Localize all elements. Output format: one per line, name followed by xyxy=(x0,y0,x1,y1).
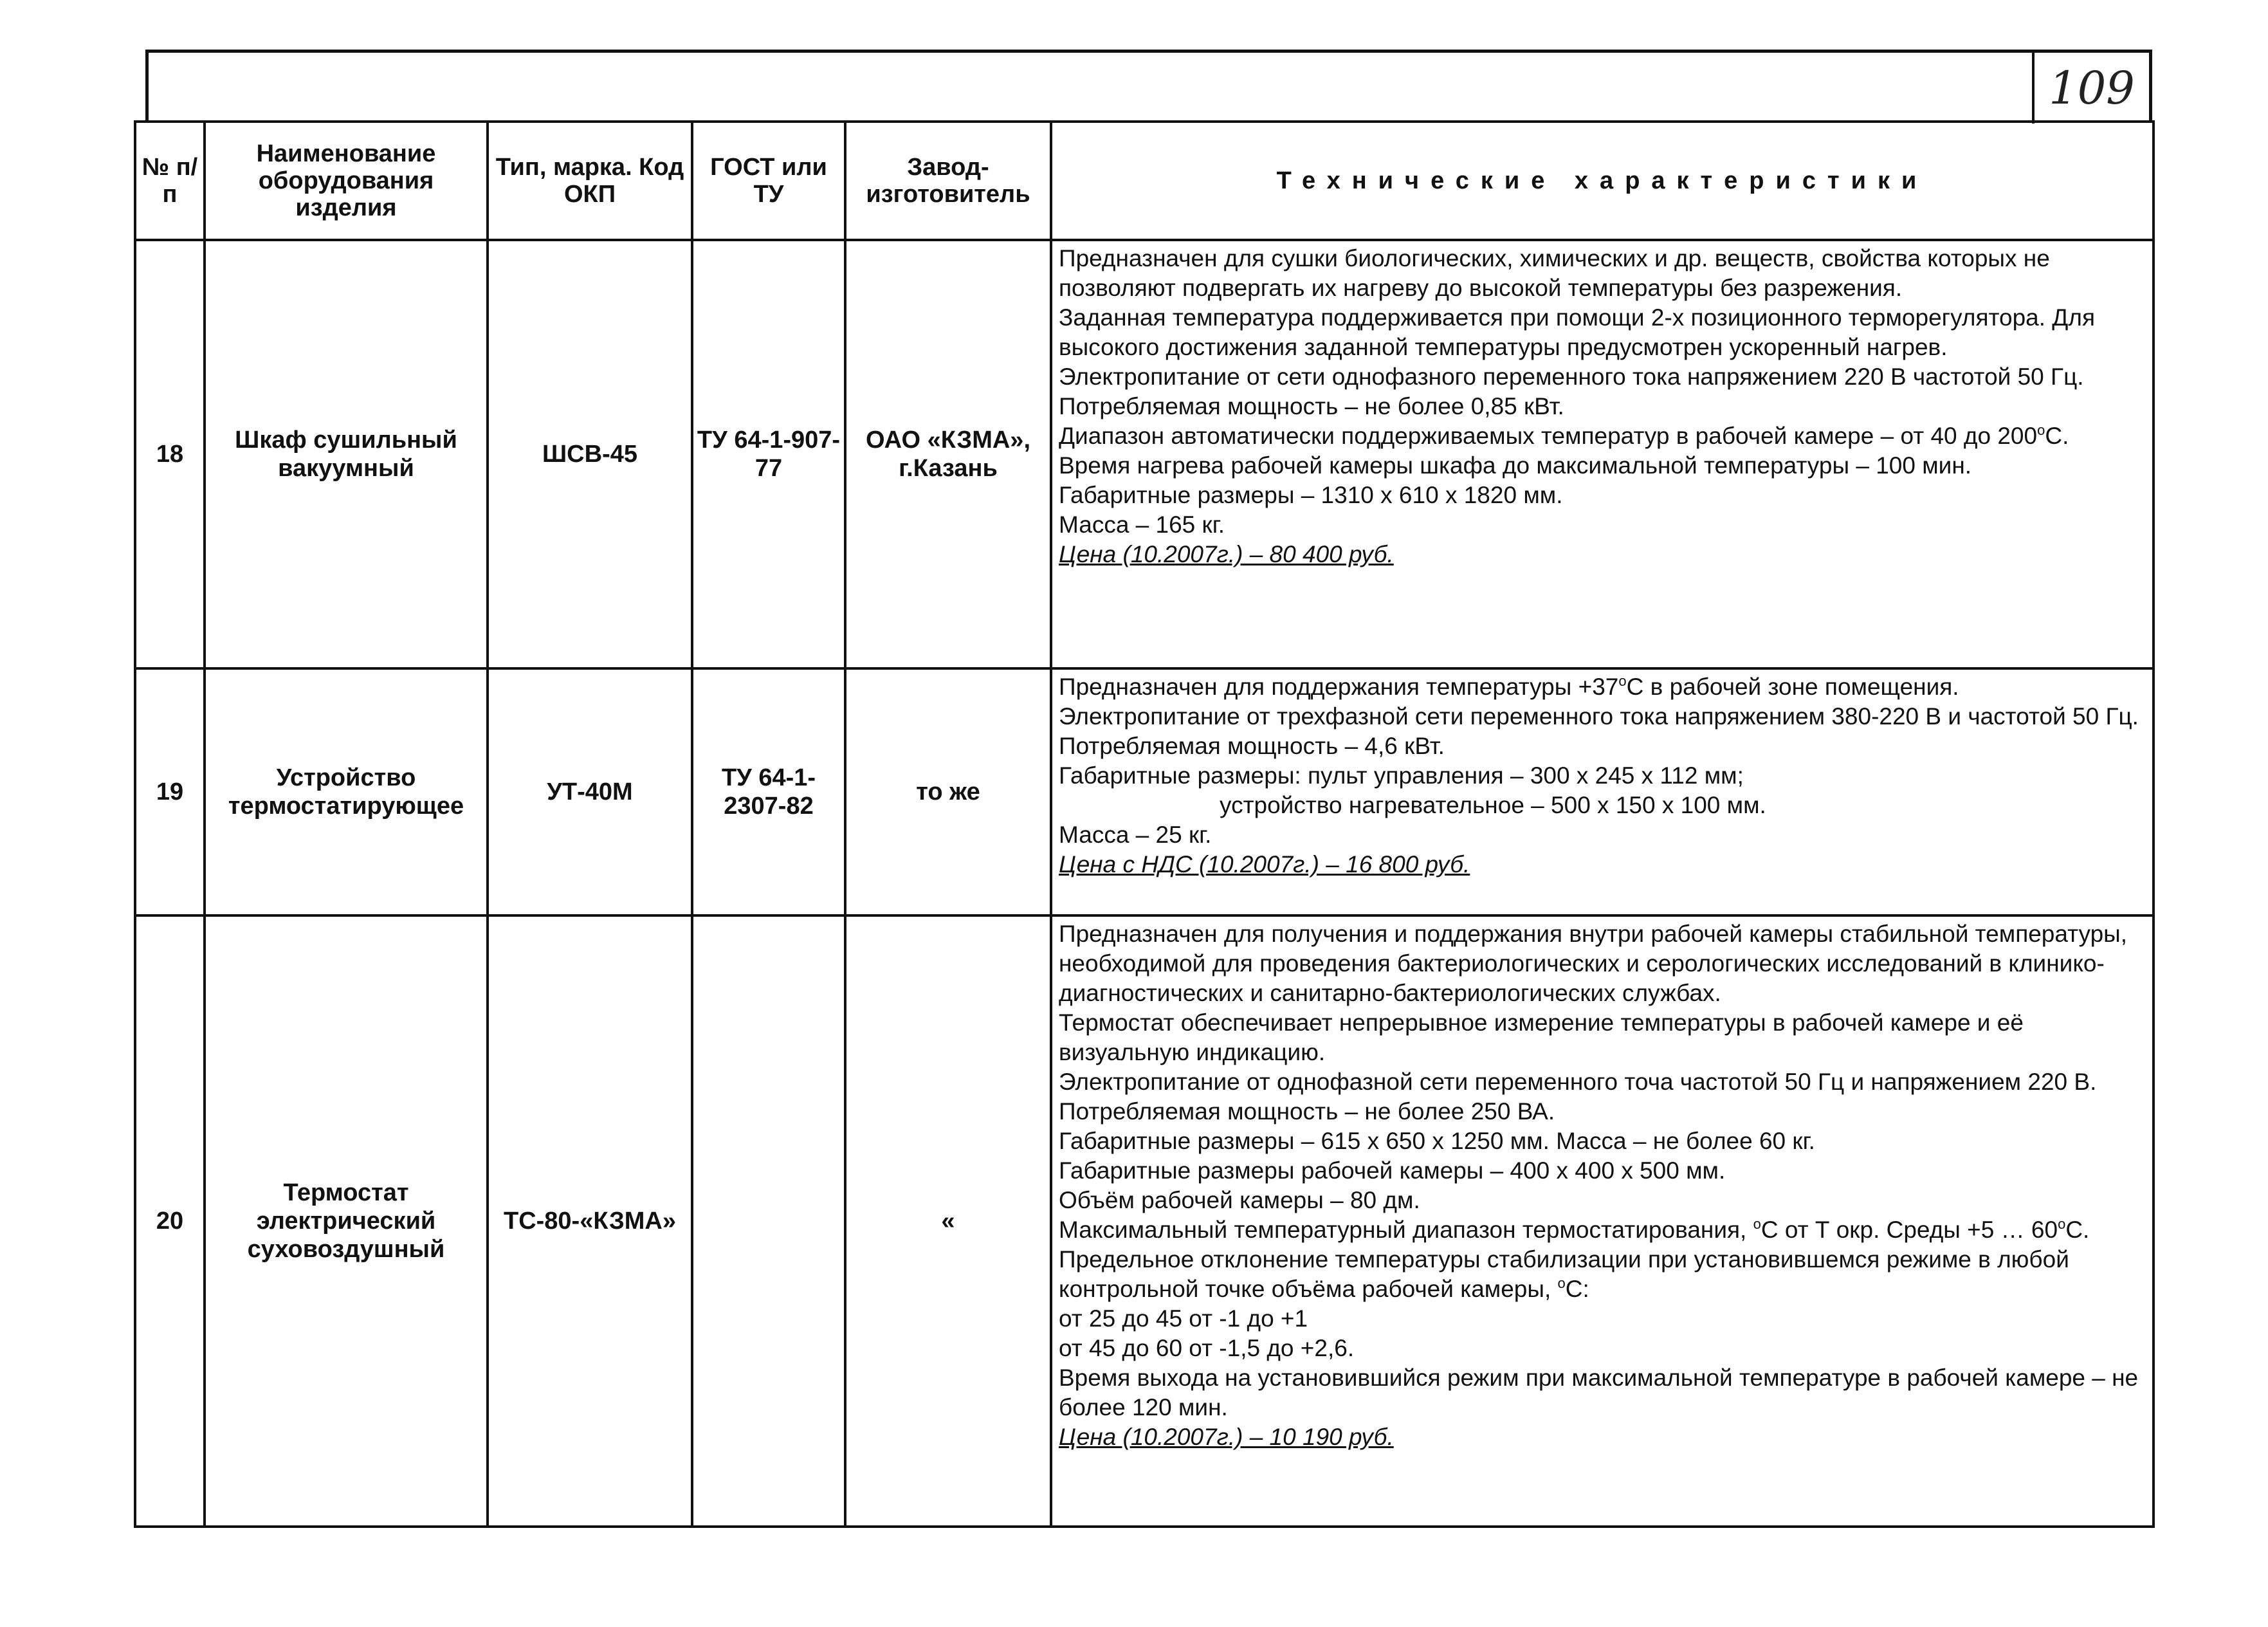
desc-line: Диапазон автоматически поддерживаемых температур в рабочей камере – от 40 до $200^оС$. xyxy=(1059,422,2069,449)
table-row xyxy=(135,240,2154,668)
desc-line: Габаритные размеры рабочей камеры – 400 х 400 х 500 мм. xyxy=(1059,1157,1726,1184)
row-description xyxy=(1051,240,2154,668)
desc-line: Максимальный температурный диапазон термостатирования, $^о$С от Т окр. Среды +5 … $60^оС$. xyxy=(1059,1216,2090,1243)
desc-line: Предельное отклонение температуры стабилизации при установившемся режиме в любой контрольной точке объёма рабочей камеры, $^о$С: xyxy=(1059,1246,2069,1302)
desc-line: Предназначен для получения и поддержания внутри рабочей камеры стабильной температуры, необходимой для проведения бактериологических и серологических исследований в клинико-диагностических и санитарно-бактериологических службах. xyxy=(1059,921,2128,1006)
row-gost: ТУ 64-1-2307-82 xyxy=(692,668,845,915)
desc-line: Объём рабочей камеры – 80 дм. xyxy=(1059,1187,1420,1213)
desc-line: Габаритные размеры – 615 х 650 х 1250 мм. Масса – не более 60 кг. xyxy=(1059,1128,1815,1154)
desc-line: от 45 до 60 от -1,5 до +2,6. xyxy=(1059,1335,1355,1361)
row-name: Устройство термостатирующее xyxy=(205,668,488,915)
desc-line: Электропитание от однофазной сети переменного точа частотой 50 Гц и напряжением 220 В. xyxy=(1059,1069,2097,1095)
table-row xyxy=(135,915,2154,1527)
row-maker: « xyxy=(845,915,1051,1527)
desc-line: Предназначен для поддержания температуры $+37^оС$ в рабочей зоне помещения. xyxy=(1059,673,1959,700)
equipment-table xyxy=(134,120,2155,1528)
desc-line: Масса – 25 кг. xyxy=(1059,822,1212,848)
price-line: Цена (10.2007г.) – 80 400 руб. xyxy=(1059,541,1394,567)
desc-line: Потребляемая мощность – не более 0,85 кВт. xyxy=(1059,393,1564,419)
row-num: 18 xyxy=(135,240,205,668)
price-line: Цена с НДС (10.2007г.) – 16 800 руб. xyxy=(1059,851,1470,878)
desc-line: Предназначен для сушки биологических, химических и др. веществ, свойства которых не позволяют подвергать их нагреву до высокой температуры без разрежения. xyxy=(1059,245,2050,301)
row-description xyxy=(1051,668,2154,915)
header-name: Наименование оборудования изделия xyxy=(205,122,488,240)
price-line: Цена (10.2007г.) – 10 190 руб. xyxy=(1059,1424,1394,1450)
page-header-frame xyxy=(145,50,2152,120)
desc-line: Заданная температура поддерживается при помощи 2-х позиционного терморегулятора. Для высокого достижения заданной температуры предусмотрен ускоренный нагрев. xyxy=(1059,304,2095,360)
header-num: № п/п xyxy=(135,122,205,240)
table-row xyxy=(135,668,2154,915)
desc-line: Потребляемая мощность – 4,6 кВт. xyxy=(1059,733,1445,759)
desc-line: Масса – 165 кг. xyxy=(1059,511,1225,538)
row-type: ТС-80-«КЗМА» xyxy=(488,915,692,1527)
row-description xyxy=(1051,915,2154,1527)
desc-line: от 25 до 45 от -1 до +1 xyxy=(1059,1305,1308,1332)
row-type: УТ-40М xyxy=(488,668,692,915)
table-header xyxy=(135,122,2154,240)
row-maker: ОАО «КЗМА», г.Казань xyxy=(845,240,1051,668)
row-gost xyxy=(692,915,845,1527)
desc-line: Время нагрева рабочей камеры шкафа до максимальной температуры – 100 мин. xyxy=(1059,452,1972,479)
header-gost: ГОСТ или ТУ xyxy=(692,122,845,240)
desc-line: Габаритные размеры: пульт управления – 300 х 245 х 112 мм; xyxy=(1059,762,1744,789)
row-num: 20 xyxy=(135,915,205,1527)
header-maker: Завод-изготовитель xyxy=(845,122,1051,240)
header-type: Тип, марка. Код ОКП xyxy=(488,122,692,240)
desc-line: Термостат обеспечивает непрерывное измерение температуры в рабочей камере и её визуальную индикацию. xyxy=(1059,1009,2024,1065)
row-gost: ТУ 64-1-907-77 xyxy=(692,240,845,668)
row-maker: то же xyxy=(845,668,1051,915)
desc-line: Потребляемая мощность – не более 250 ВА. xyxy=(1059,1098,1555,1125)
desc-line: Время выхода на установившийся режим при максимальной температуре в рабочей камере – не более 120 мин. xyxy=(1059,1365,2139,1420)
row-name: Термостат электрический суховоздушный xyxy=(205,915,488,1527)
desc-line: Электропитание от трехфазной сети переменного тока напряжением 380-220 В и частотой 50 Гц. xyxy=(1059,703,2139,730)
page-number: 109 xyxy=(2032,53,2149,124)
header-tech: Технические характеристики xyxy=(1051,122,2154,240)
desc-line: Габаритные размеры – 1310 х 610 х 1820 мм. xyxy=(1059,482,1563,508)
row-name: Шкаф сушильный вакуумный xyxy=(205,240,488,668)
desc-line: Электропитание от сети однофазного переменного тока напряжением 220 В частотой 50 Гц. xyxy=(1059,363,2084,390)
row-type: ШСВ-45 xyxy=(488,240,692,668)
desc-line: устройство нагревательное – 500 х 150 х 100 мм. xyxy=(1220,792,1766,818)
row-num: 19 xyxy=(135,668,205,915)
